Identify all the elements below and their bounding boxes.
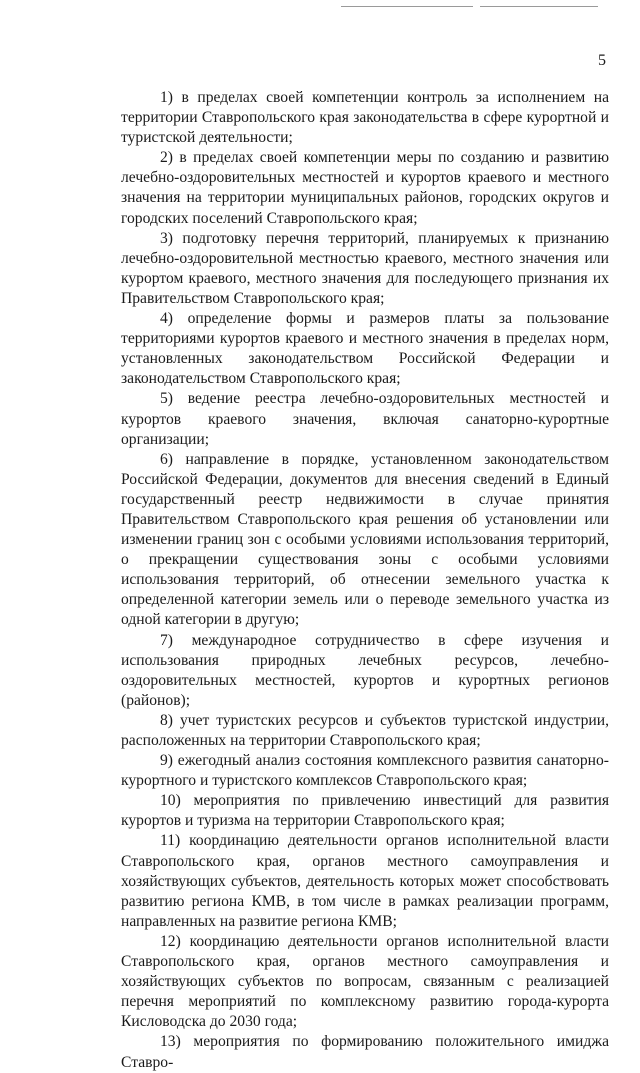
list-item: 5) ведение реестра лечебно-оздоровительных местностей и курортов краевого значения, включая санаторно-курортные организации; <box>121 390 609 448</box>
list-item: 13) мероприятия по формированию положительного имиджа Ставро- <box>121 1033 609 1071</box>
list-item: 3) подготовку перечня территорий, планируемых к признанию лечебно-оздоровительной местностью краевого, местного значения или курортом краевого, местного значения для последующего признания их Правительством Ставропольского края; <box>121 229 609 307</box>
list-item: 11) координацию деятельности органов исполнительной власти Ставропольского края, органов местного самоуправления и хозяйствующих субъектов, деятельность которых может способствовать развитию региона КМВ, в том числе в рамках реализации программ, направленных на развитие региона КМВ; <box>121 832 609 930</box>
header-rule <box>480 6 598 7</box>
list-item: 6) направление в порядке, установленном законодательством Российской Федерации, документов для внесения сведений в Единый государственный реестр недвижимости в случае принятия Правительством Ставропольского края решения об установлении или изменении границ зон с особыми условиями использования территорий, о прекращении существования зоны с особыми условиями использования территорий, об отнесении земельного участка к определенной категории земель или о переводе земельного участка из одной категории в другую; <box>121 450 609 629</box>
list-item: 10) мероприятия по привлечению инвестиций для развития курортов и туризма на территории Ставропольского края; <box>121 792 609 830</box>
list-item: 7) международное сотрудничество в сфере изучения и использования природных лечебных ресурсов, лечебно-оздоровительных местностей, курортов и курортных регионов (районов); <box>121 631 609 709</box>
document-body <box>121 88 609 1073</box>
page-number: 5 <box>598 52 606 69</box>
list-item: 8) учет туристских ресурсов и субъектов туристской индустрии, расположенных на территории Ставропольского края; <box>121 711 609 749</box>
list-item: 12) координацию деятельности органов исполнительной власти Ставропольского края, органов местного самоуправления и хозяйствующих субъектов по вопросам, связанным с реализацией перечня мероприятий по комплексному развитию города-курорта Кисловодска до 2030 года; <box>121 932 609 1031</box>
list-item: 4) определение формы и размеров платы за пользование территориями курортов краевого и местного значения в пределах норм, установленных законодательством Российской Федерации и законодательством Ставропольского края; <box>121 310 609 388</box>
header-rule <box>341 6 473 7</box>
list-item: 1) в пределах своей компетенции контроль за исполнением на территории Ставропольского края законодательства в сфере курортной и туристской деятельности; <box>121 89 609 147</box>
list-item: 9) ежегодный анализ состояния комплексного развития санаторно-курортного и туристского комплексов Ставропольского края; <box>121 752 609 790</box>
list-item: 2) в пределах своей компетенции меры по созданию и развитию лечебно-оздоровительных местностей и курортов краевого и местного значения на территории муниципальных районов, городских округов и городских поселений Ставропольского края; <box>121 149 609 227</box>
